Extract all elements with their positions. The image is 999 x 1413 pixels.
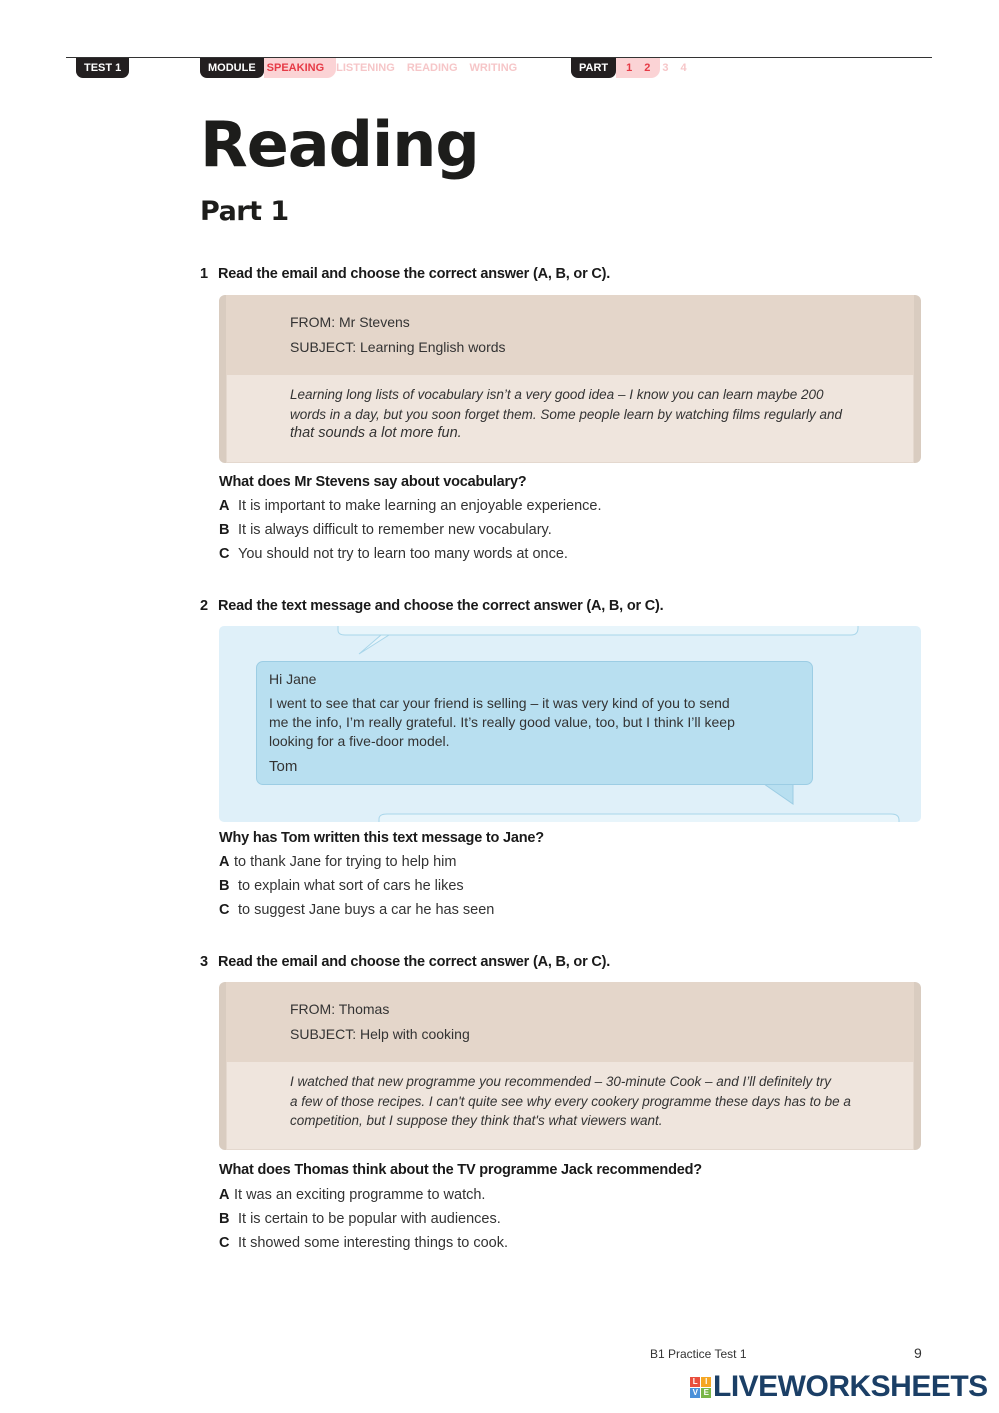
logo-text: LIVEWORKSHEETS <box>713 1370 988 1403</box>
q2-options <box>219 850 494 922</box>
q1-option-a[interactable]: A It is important to make learning an enjoyable experience. <box>219 498 602 514</box>
q2-line-1: I went to see that car your friend is selling – it was very kind of you to send <box>269 695 730 711</box>
q2-message-area <box>219 626 921 822</box>
module-nav <box>200 58 517 78</box>
q2-option-a[interactable]: A to thank Jane for trying to help him <box>219 854 457 870</box>
q3-option-c[interactable]: C It showed some interesting things to cook. <box>219 1235 509 1251</box>
part-label: PART <box>571 58 616 78</box>
q2-option-b[interactable]: B to explain what sort of cars he likes <box>219 878 464 894</box>
q3-email-body <box>226 1062 914 1131</box>
page-title: Reading <box>200 108 479 181</box>
q3-instruction-text: Read the email and choose the correct answer (A, B, or C). <box>218 954 611 970</box>
page-number: 9 <box>914 1345 922 1361</box>
q2-line-2: me the info, I’m really grateful. It’s really good value, too, but I think I’ll keep <box>269 714 735 730</box>
q3-option-b[interactable]: B It is certain to be popular with audiences. <box>219 1211 501 1227</box>
part-nav <box>571 58 687 78</box>
q1-email <box>219 295 921 463</box>
q1-instruction-text: Read the email and choose the correct answer (A, B, or C). <box>218 266 611 282</box>
part-2[interactable]: 2 <box>638 58 660 78</box>
part-1[interactable]: 1 <box>616 58 638 78</box>
test-label: TEST 1 <box>76 58 129 78</box>
q3-option-a[interactable]: A It was an exciting programme to watch. <box>219 1187 486 1203</box>
q2-question: Why has Tom written this text message to Jane? <box>219 830 544 846</box>
q3-instruction <box>200 954 610 970</box>
q1-email-line-3: that sounds a lot more fun. <box>290 425 462 441</box>
part-3[interactable]: 3 <box>662 62 669 74</box>
q3-email <box>219 982 921 1150</box>
q1-option-b[interactable]: B It is always difficult to remember new vocabulary. <box>219 522 552 538</box>
module-reading[interactable]: READING <box>406 62 458 74</box>
q3-question: What does Thomas think about the TV programme Jack recommended? <box>219 1162 702 1178</box>
q2-greeting: Hi Jane <box>269 671 317 687</box>
q2-number: 2 <box>200 598 208 614</box>
q2-message-bubble <box>256 661 813 785</box>
q1-email-line-2: words in a day, but you soon forget them. Some people learn by watching films regularly and <box>290 406 843 422</box>
q1-options <box>219 494 602 566</box>
q3-email-subject: SUBJECT: Help with cooking <box>290 1026 470 1042</box>
q3-email-from: FROM: Thomas <box>290 1001 390 1017</box>
part-4[interactable]: 4 <box>680 62 687 74</box>
q3-number: 3 <box>200 954 208 970</box>
q3-email-line-2: a few of those recipes. I can't quite see why every cookery programme these days has to be a <box>290 1093 851 1109</box>
q1-instruction <box>200 266 610 282</box>
q2-instruction-text: Read the text message and choose the correct answer (A, B, or C). <box>218 598 664 614</box>
q1-email-subject: SUBJECT: Learning English words <box>290 339 506 355</box>
q3-email-line-1: I watched that new programme you recommended – 30-minute Cook – and I’ll definitely try <box>290 1074 832 1089</box>
q2-option-c[interactable]: C to suggest Jane buys a car he has seen <box>219 902 495 918</box>
q2-line-3: looking for a five-door model. <box>269 733 450 749</box>
q3-options <box>219 1183 508 1255</box>
q1-question: What does Mr Stevens say about vocabulary? <box>219 474 527 490</box>
q1-email-body <box>226 375 914 444</box>
footer-book-title: B1 Practice Test 1 <box>650 1347 747 1361</box>
q2-instruction <box>200 598 664 614</box>
module-speaking[interactable]: SPEAKING <box>264 58 336 78</box>
part-title: Part 1 <box>200 196 289 227</box>
module-listening[interactable]: LISTENING <box>336 62 395 74</box>
q2-signature: Tom <box>269 758 298 775</box>
q3-email-line-3: competition, but I suppose they think that's what viewers want. <box>290 1113 663 1128</box>
logo-cube-icon: L I V E <box>690 1377 711 1398</box>
module-writing[interactable]: WRITING <box>469 62 518 74</box>
module-label: MODULE <box>200 58 264 78</box>
liveworksheets-logo[interactable] <box>690 1370 988 1404</box>
q1-number: 1 <box>200 266 208 282</box>
q1-email-from: FROM: Mr Stevens <box>290 314 410 330</box>
q1-option-c[interactable]: C You should not try to learn too many words at once. <box>219 546 568 562</box>
q1-email-line-1: Learning long lists of vocabulary isn’t a very good idea – I know you can learn maybe 200 <box>290 387 824 402</box>
